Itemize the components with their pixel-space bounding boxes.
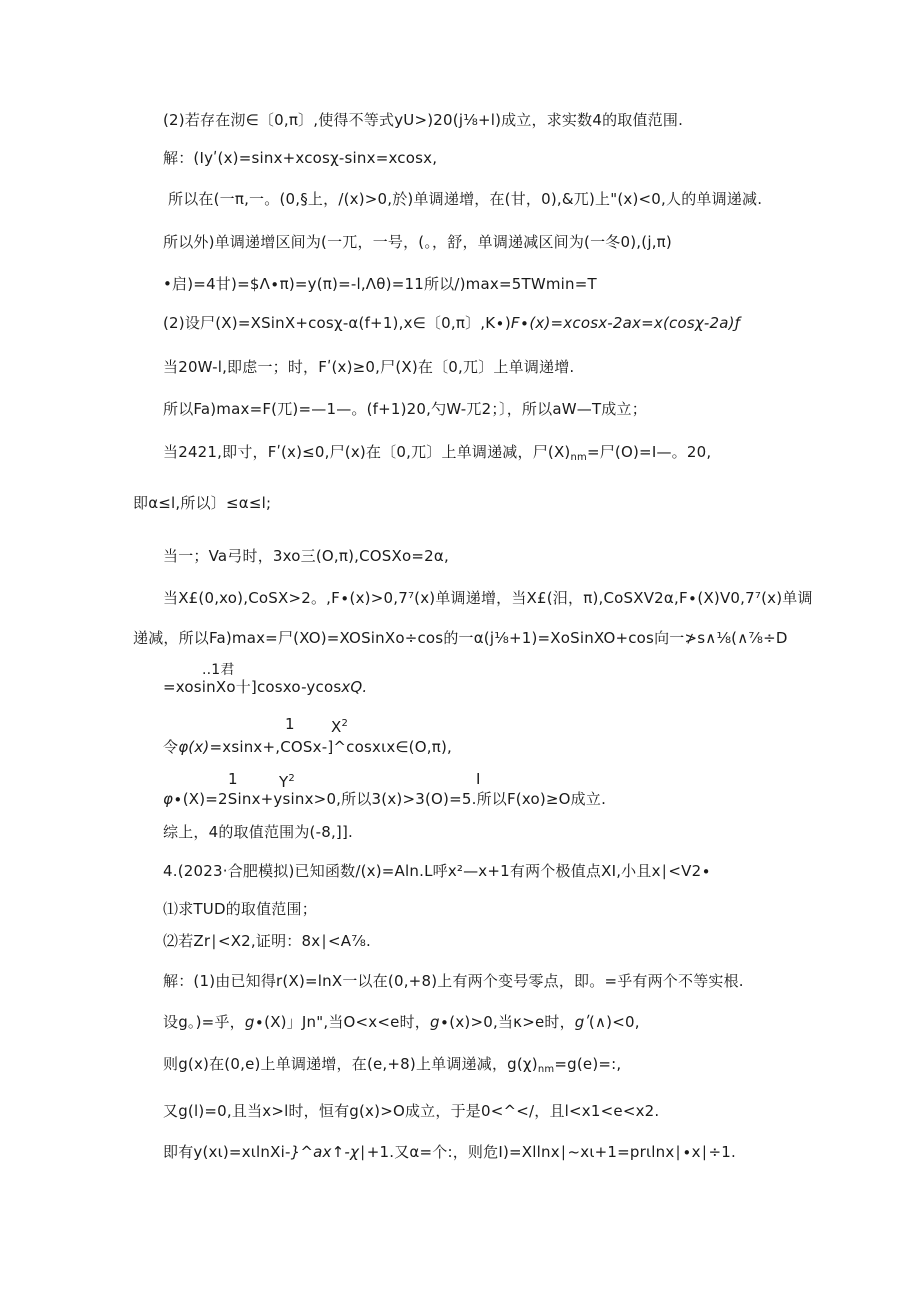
text-line-16-numeral: 1 [285, 715, 295, 733]
text-line-9-subscript: nm [570, 452, 587, 463]
text-line-19 [163, 789, 606, 809]
text-line-28-part-b: }^ax↑-χ [290, 1143, 360, 1161]
text-line-17-part-d: ιx∈(O,π), [381, 738, 452, 756]
text-line-28-part-c: ∣+1.又α=个:，则危I)=Xllnx∣~xι+1=prιlnx∣∙x∣÷1. [359, 1143, 736, 1161]
text-line-8: 所以Fa)max=F(兀)=—1—。(f+1)20,勺W-兀2；〕，所以aW—T成立； [163, 400, 647, 418]
text-line-2: 解：(Iyʹ(x)=sinx+xcosχ-sinx=xcosx, [163, 149, 438, 167]
text-line-19-part-a: φ [163, 790, 174, 808]
text-line-17-part-a: 令 [163, 738, 179, 756]
text-line-25-part-c: (X)」Jn",当O<x<e时， [264, 1013, 430, 1031]
text-line-5: •启)=4甘)=$Λ∙π)=y(π)=-l,Λθ)=11所以/)max=5TWmin=T [163, 275, 597, 293]
text-line-16-base: X [331, 718, 342, 736]
text-line-4: 所以外)单调递增区间为(一兀，一号，(。，舒，单调递减区间为(一冬0),(j,π) [163, 233, 672, 251]
text-line-3: 所以在(一π,一。(0,§上，/(x)>0,於)单调递增，在(甘，0),&兀)上"(x)<0,人的单调递减. [168, 190, 763, 208]
text-line-6 [163, 313, 740, 333]
text-line-25-part-d: g∙ [429, 1013, 450, 1031]
text-line-28 [163, 1142, 736, 1162]
text-line-15-part-b: xQ. [341, 678, 368, 696]
text-line-16-variable [331, 714, 348, 737]
text-line-15 [163, 677, 367, 697]
text-line-6-formula: F∙(x)=xcosx-2ax=x(cosχ-2a)ƒ [510, 314, 741, 332]
text-line-1: (2)若存在沏∈〔0,π〕,使得不等式yU>)20(j⅛+l)成立，求实数4的取值范围. [163, 111, 684, 129]
text-line-7: 当20W-l,即虑一；时，Fʹ(x)≥0,尸(X)在〔0,兀〕上单调递增. [163, 358, 575, 376]
text-line-9-part-a: 当2421,即寸，Fʹ(x)≤0,尸(x)在〔0,兀〕上单调递减，尸(X) [163, 443, 571, 461]
text-line-28-part-a: 即有y(xι)=xιlnXi- [163, 1143, 291, 1161]
text-line-26 [163, 1054, 621, 1080]
text-line-22: ⑴求TUD的取值范围； [163, 900, 317, 918]
text-line-26-part-a: 则g(x)在(0,e)上单调递增，在(e,+8)上单调递减，g(χ) [163, 1055, 538, 1073]
text-line-17-part-c: =xsinx+,COSx-]^cosx [209, 738, 382, 756]
text-line-18-numeral: 1 [228, 770, 238, 788]
text-line-25-part-a: 设g。)=乎， [163, 1013, 245, 1031]
text-line-23: ⑵若Zr∣<X2,证明：8x∣<A⅞. [163, 932, 371, 950]
text-line-21: 4.(2023·合肥模拟)已知函数/(x)=Aln.L呼x²—x+1有两个极值点XI,小且x∣<V2∙ [163, 862, 711, 880]
text-line-11: 当一；Va弓时，3xo三(O,π),COSXo=2α, [163, 547, 449, 565]
text-line-26-subscript: nm [537, 1064, 555, 1075]
text-line-18-superscript: 2 [288, 773, 295, 784]
text-line-14: ..1君 [202, 662, 235, 678]
text-line-25-part-g: (∧)<0, [588, 1013, 640, 1031]
text-line-26-part-b: =g(e)=:, [554, 1055, 622, 1073]
text-line-18-base: Y [279, 773, 289, 791]
text-line-17-part-b: φ(x) [178, 738, 210, 756]
text-line-6-part-a: (2)设尸(X)=XSinX+cosχ-α(f+1),x∈〔0,π〕,K∙) [163, 314, 511, 332]
text-line-9-part-b: =尸(O)=I—。20, [586, 443, 712, 461]
text-line-13: 递减，所以Fa)max=尸(XO)=XOSinXo÷cos的一α(j⅛+1)=XoSinXO+cos向一≯s∧⅛(∧⅞÷D [133, 629, 788, 647]
text-line-25-part-f: gʹ [574, 1013, 589, 1031]
text-line-27: 又g(l)=0,且当x>l时，恒有g(x)>O成立，于是0<^</，且l<x1<e<x2. [163, 1102, 660, 1120]
text-line-17 [163, 737, 452, 757]
text-line-25 [163, 1012, 640, 1032]
text-line-24: 解：(1)由已知得r(X)=lnX一以在(0,+8)上有两个变号零点，即。=乎有两个不等实根. [163, 972, 744, 990]
text-line-20: 综上，4的取值范围为(-8,]]. [163, 823, 353, 841]
text-line-15-part-a: =xosinXo十]cosxo-ycos [163, 678, 342, 696]
text-line-10: 即α≤l,所以〕≤α≤l; [133, 494, 272, 512]
text-line-12: 当X£(0,xo),CoSX>2。,F∙(x)>0,7⁷(x)单调递增，当X£(汨，π),CoSXV2α,F∙(X)V0,7⁷(x)单调 [163, 589, 813, 607]
text-line-25-part-b: g∙ [244, 1013, 265, 1031]
text-line-25-part-e: (x)>0,当κ>e时， [449, 1013, 575, 1031]
text-line-18-mark: I [476, 770, 481, 788]
text-line-16-superscript: 2 [341, 718, 349, 729]
text-line-19-part-b: ∙(X)=2Sinx+ysinx>0,所以3(x)>3(O)=5.所以F(xo)≥O成立. [173, 790, 607, 808]
text-line-9 [163, 442, 711, 468]
